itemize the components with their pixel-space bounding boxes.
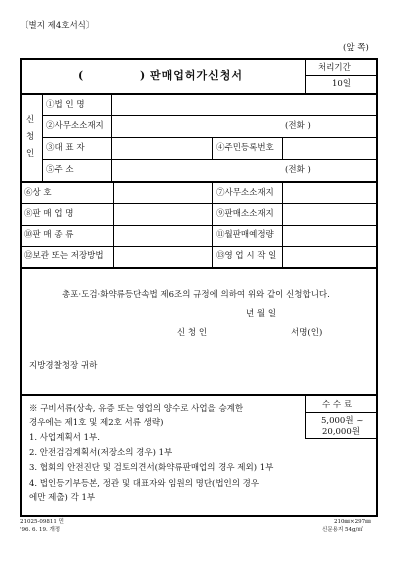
paper-size: 210㎜×297㎜	[334, 519, 371, 525]
applicant-label-3: 인	[26, 149, 35, 159]
sales-office-address-label: ⑨판매소소재지	[216, 209, 274, 219]
resident-number-label: ④주민등록번호	[216, 143, 274, 153]
date-line: 년 월 일	[246, 309, 277, 319]
business-address-label: ⑦사무소소재지	[216, 188, 274, 198]
required-docs-line: 4. 법인등기부등본, 정관 및 대표자와 임원의 명단(법인의 경우	[29, 479, 260, 489]
form-number: 〔별지 제4호서식〕	[20, 21, 95, 31]
office-address-label: ②사무소소재지	[46, 121, 104, 131]
applicant-label-1: 신	[26, 115, 35, 125]
applicant-label-2: 청	[26, 132, 35, 142]
representative-label: ③대 표 자	[46, 143, 85, 153]
required-docs-line: 2. 안전검검계획서(저장소의 경우) 1부	[29, 448, 173, 458]
monthly-sales-label: ⑪월판매예정량	[216, 230, 274, 240]
fee-label: 수 수 료	[322, 400, 353, 410]
sales-business-type-label: ⑧판 매 업 명	[24, 209, 74, 219]
revision-date: '96. 6. 19. 개정	[20, 527, 61, 533]
form-title: 판매업허가신청서	[150, 69, 244, 82]
address-label: ⑤주 소	[46, 165, 74, 175]
required-docs-line: 3. 협회의 안전진단 및 검토의견서(화약류판매업의 경우 제외) 1부	[29, 463, 274, 473]
fee-value-line-2: 20,000원	[322, 427, 360, 437]
office-phone-label: (전화 )	[285, 121, 311, 131]
required-docs-line: 경우에는 제1호 및 제2호 서류 생략)	[29, 418, 164, 428]
sales-kind-label: ⑩판 매 종 류	[24, 230, 74, 240]
fee-value-line-1: 5,000원 ~	[321, 416, 364, 426]
corp-name-label: ①법 인 명	[46, 100, 85, 110]
page-side-label: (앞 쪽)	[343, 43, 369, 53]
storage-method-label: ⑫보관 또는 저장방법	[24, 251, 104, 261]
applicant-sign-label: 신 청 인	[177, 328, 208, 338]
required-docs-line: ※ 구비서류(상속, 유증 또는 영업의 양수로 사업을 승계한	[29, 404, 244, 414]
processing-period-label: 처리기간	[318, 63, 351, 73]
signature-label: 서명(인)	[291, 328, 323, 338]
processing-period-value: 10일	[332, 79, 352, 89]
business-start-date-label: ⑬영 업 시 작 일	[216, 251, 277, 261]
application-statement: 총포·도검·화약류등단속법 제6조의 규정에 의하여 위와 같이 신청합니다.	[62, 290, 330, 300]
title-paren-close: )	[140, 69, 147, 82]
address-phone-label: (전화 )	[285, 165, 311, 175]
title-paren-open: (	[78, 69, 85, 82]
required-docs-line: 에만 제출) 각 1부	[29, 493, 96, 503]
trade-name-label: ⑥상 호	[24, 188, 52, 198]
paper-type: 신문용지 54g/㎡	[322, 527, 363, 533]
addressee: 지방경찰청장 귀하	[29, 361, 98, 371]
required-docs-line: 1. 사업계획서 1부.	[29, 433, 100, 443]
form-code: 21025-09811 민	[20, 519, 64, 525]
